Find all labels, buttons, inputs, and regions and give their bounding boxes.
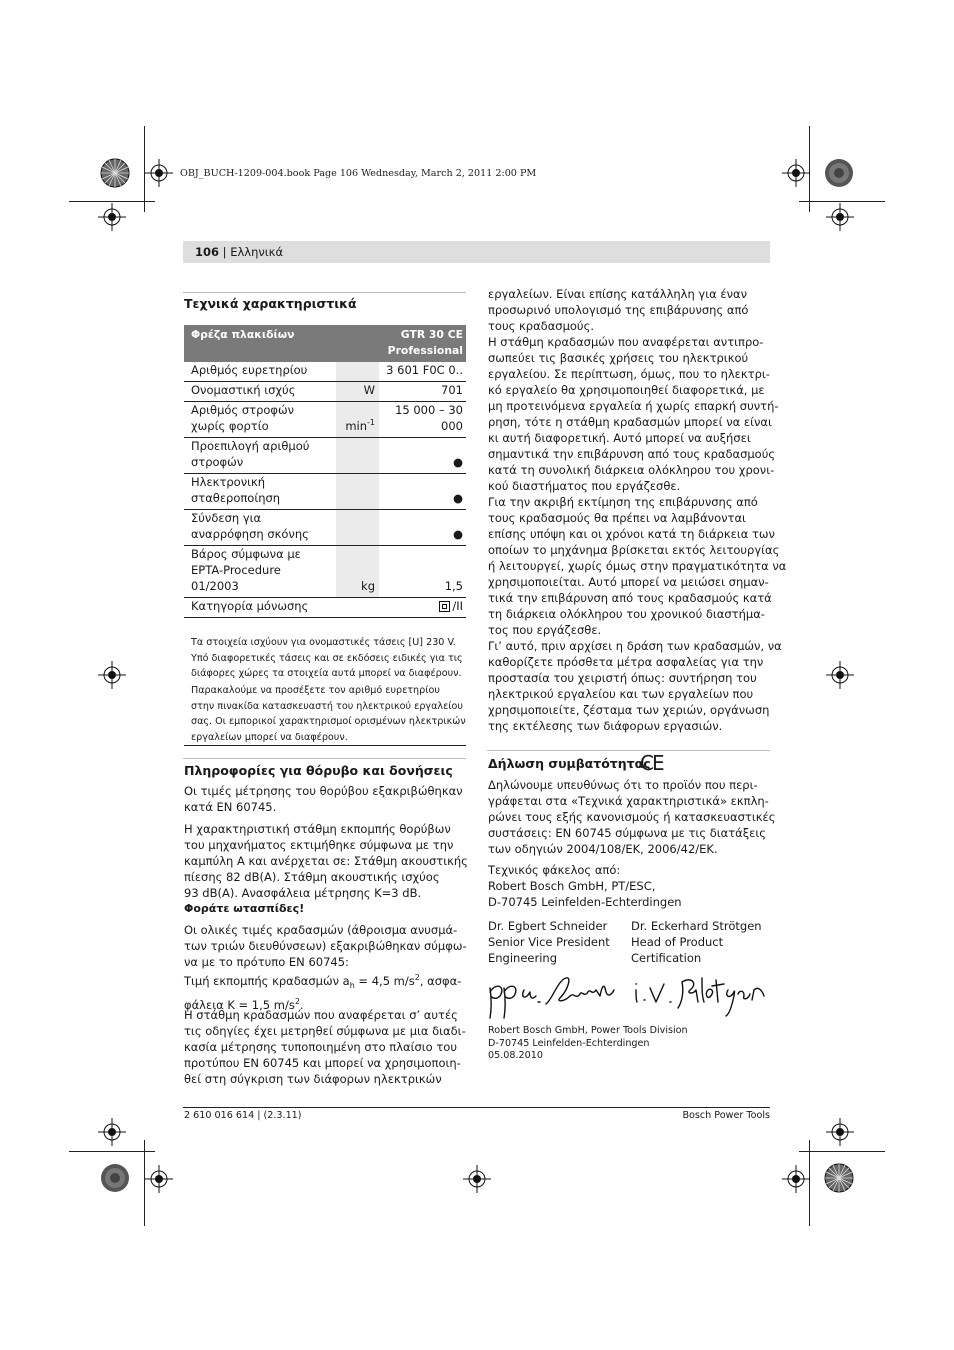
signature-address: Robert Bosch GmbH, Power Tools Division D-70745 Leinfelden-Echterdingen 05.08.2010	[488, 1025, 688, 1061]
footer-document-number: 2 610 016 614 | (2.3.11)	[184, 1110, 302, 1121]
registration-mark-icon	[826, 1118, 854, 1146]
spec-header-model: GTR 30 CE Professional	[379, 325, 466, 362]
spec-row: Βάρος σύμφωνα με EPTA-Procedure 01/2003 kg 1,5	[184, 546, 466, 598]
crop-line	[69, 1151, 155, 1152]
handwritten-signature	[486, 972, 776, 1022]
vibration-level-paragraph: Η στάθμη κραδασμών που αναφέρεται σ’ αυτές τις οδηγίες έχει μετρηθεί σύμφωνα με μια διαδι- κασία μέτρησης τυποποιημένη στο πλαίσιο του προτύπου EN 60745 και μπορεί να χρησιμοποιη- θεί στη σύγκριση των διάφορων ηλεκτρικών	[184, 1008, 466, 1086]
bullet-icon: ●	[379, 510, 466, 546]
bullet-icon: ●	[379, 438, 466, 474]
crop-line	[799, 201, 885, 202]
spec-table	[184, 325, 466, 618]
signature-text: ppa. Schneider i.V. Strötgen	[486, 972, 500, 973]
book-info: OBJ_BUCH-1209-004.book Page 106 Wednesday, March 2, 2011 2:00 PM	[180, 168, 537, 179]
tech-heading: Τεχνικά χαρακτηριστικά	[184, 296, 357, 311]
conformity-paragraph: Δηλώνουμε υπευθύνως ότι το προϊόν που περι- γράφεται στα «Τεχνικά χαρακτηριστικά» εκπλη- ρώνει τους εξής κανονισμούς ή κατασκευαστικές συστάσεις: EN 60745 σύμφωνα με τις διατάξεις των οδηγιών 2004/108/ΕΚ, 2006/42/ΕΚ.	[488, 778, 776, 856]
header-separator: |	[219, 245, 231, 259]
registration-mark-icon	[826, 203, 854, 231]
vibration-continued: εργαλείων. Είναι επίσης κατάλληλη για έναν προσωρινό υπολογισμό της επιβάρυνσης από τους κραδασμούς. Η στάθμη κραδασμών που αναφέρεται αντιπρο- σωπεύει τις βασικές χρήσεις του ηλεκτρικού εργαλείου. Σε περίπτωση, όμως, που το ηλεκτρι- κό εργαλείο θα χρησιμοποιηθεί διαφορετικά, με μη προτεινόμενα εργαλεία ή χωρίς επαρκή συντή- ρηση, τότε η στάθμη κραδασμών μπορεί να είναι κι αυτή διαφορετική. Αυτό μπορεί να αυξήσει σημαντικά την επιβάρυνση από τους κραδασμούς κατά τη συνολική διάρκεια ολόκληρου του χρονι- κού διαστήματος που εργάζεσθε. Για την ακριβή εκτίμηση της επιβάρυνσης από τους κραδασμούς θα πρέπει να λαμβάνονται επίσης υπόψη και οι χρόνοι κατά τη διάρκεια των οποίων το μηχάνημα βρίσκεται εκτός λειτουργίας ή λειτουργεί, χωρίς όμως στην πραγματικότητα να χρησιμοποιείται. Αυτό μπορεί να μειώσει σημαν- τικά την επιβάρυνση από τους κραδασμούς κατά τη διάρκεια ολόκληρου του χρονικού διαστήμα- τος που εργάζεσθε. Γι’ αυτό, πριν αρχίσει η δράση των κραδασμών, να καθορίζετε πρόσθετα μέτρα ασφαλείας για την προστασία του χειριστή όπως: συντήρηση του ηλεκτρικού εργαλείου και των εργαλείων που χρησιμοποιείτε, ζέσταμα των χεριών, οργάνωση της εκτέλεσης των διάφορων εργασιών.	[488, 287, 787, 733]
footer-rule	[183, 1107, 770, 1108]
spec-row: Σύνδεση για αναρρόφηση σκόνης ●	[184, 510, 466, 546]
noise-paragraph-2: Η χαρακτηριστική στάθμη εκπομπής θορύβων του μηχανήματος εκτιμήθηκε σύμφωνα με την καμπύλη A και ανέρχεται σε: Στάθμη ακουστικής πίεσης 82 dB(A). Στάθμη ακουστικής ισχύος 93 dB(A). Ανασφάλεια μέτρησης K=3 dB. Φοράτε ωτασπίδες!	[184, 822, 468, 915]
registration-mark-icon	[145, 1165, 173, 1193]
footer-brand: Bosch Power Tools	[682, 1110, 770, 1121]
registration-mark-icon	[98, 661, 126, 689]
spec-row: Αριθμός ευρετηρίου 3 601 F0C 0..	[184, 362, 466, 382]
article-number-note: Παρακαλούμε να προσέξετε τον αριθμό ευρετηρίου στην πινακίδα κατασκευαστή του ηλεκτρικού εργαλείου σας. Οι εμπορικοί χαρακτηρισμοί ορισμένων ηλεκτρικών εργαλείων μπορεί να διαφέρουν.	[191, 685, 466, 743]
section-rule	[183, 292, 466, 293]
voltage-note: Τα στοιχεία ισχύουν για ονομαστικές τάσεις [U] 230 V. Υπό διαφορετικές τάσεις και σε εκδόσεις ειδικές για τις διάφορες χώρες τα στοιχεία αυτά μπορεί να διαφέρουν.	[191, 637, 463, 679]
table-bottom-rule	[184, 745, 466, 746]
section-rule	[183, 758, 466, 759]
spec-row: Προεπιλογή αριθμού στροφών ●	[184, 438, 466, 474]
registration-mark-icon	[98, 1118, 126, 1146]
spec-header-label: Φρέζα πλακιδίων	[184, 325, 336, 362]
spec-row: Ηλεκτρονική σταθεροποίηση ●	[184, 474, 466, 510]
ce-mark-icon: CE	[640, 751, 663, 775]
registration-mark-icon	[782, 1165, 810, 1193]
registration-mark-icon	[98, 203, 126, 231]
conformity-heading: Δήλωση συμβατότητας	[488, 756, 651, 771]
technical-file-paragraph: Τεχνικός φάκελος από: Robert Bosch GmbH, PT/ESC, D-70745 Leinfelden-Echterdingen	[488, 863, 682, 909]
spec-table-header	[184, 325, 466, 362]
page-header	[195, 245, 283, 259]
vibration-paragraph: Οι ολικές τιμές κραδασμών (άθροισμα ανυσμά- των τριών διευθύνσεων) εξακριβώθηκαν σύμφω- να με το πρότυπο EN 60745: Τιμή εκπομπής κραδασμών $a_h = 4,5$ $m/s^2$, ασφα- φάλεια K = 1,5 $m/s^2$.	[184, 923, 467, 1012]
gray-disc-icon	[823, 157, 855, 189]
spec-row: Αριθμός στροφών χωρίς φορτίο $\min^{-1}$ 15 000 – 30 000	[184, 402, 466, 438]
bullet-icon: ●	[379, 474, 466, 510]
signer-schneider: Dr. Egbert Schneider Senior Vice President Engineering	[488, 919, 610, 965]
vibration-uncertainty: φάλεια K = 1,5 $m/s^2$.	[184, 997, 304, 1012]
double-insulation-icon	[439, 601, 450, 612]
crop-line	[69, 201, 155, 202]
page-number: 106	[195, 245, 220, 259]
gray-disc-icon	[99, 1162, 131, 1194]
section-rule	[487, 750, 770, 751]
spec-row: Κατηγορία μόνωσης /II	[184, 598, 466, 618]
spec-row: Ονομαστική ισχύς W 701	[184, 382, 466, 402]
vibration-emission-value: Τιμή εκπομπής κραδασμών $a_h = 4,5$ $m/s^2$, ασφα-	[184, 973, 462, 991]
noise-paragraph-1: Οι τιμές μέτρησης του θορύβου εξακριβώθηκαν κατά EN 60745.	[184, 784, 463, 814]
hearing-protection-warning: Φοράτε ωτασπίδες!	[184, 902, 305, 915]
registration-mark-icon	[463, 1165, 491, 1193]
color-wheel-icon	[823, 1162, 855, 1194]
registration-mark-icon	[145, 159, 173, 187]
noise-heading: Πληροφορίες για θόρυβο και δονήσεις	[184, 763, 453, 778]
color-wheel-icon	[99, 157, 131, 189]
registration-mark-icon	[782, 159, 810, 187]
signer-stroetgen: Dr. Eckerhard Strötgen Head of Product Certification	[631, 919, 762, 965]
header-language: Ελληνικά	[230, 245, 284, 259]
registration-mark-icon	[826, 661, 854, 689]
crop-line	[799, 1151, 885, 1152]
